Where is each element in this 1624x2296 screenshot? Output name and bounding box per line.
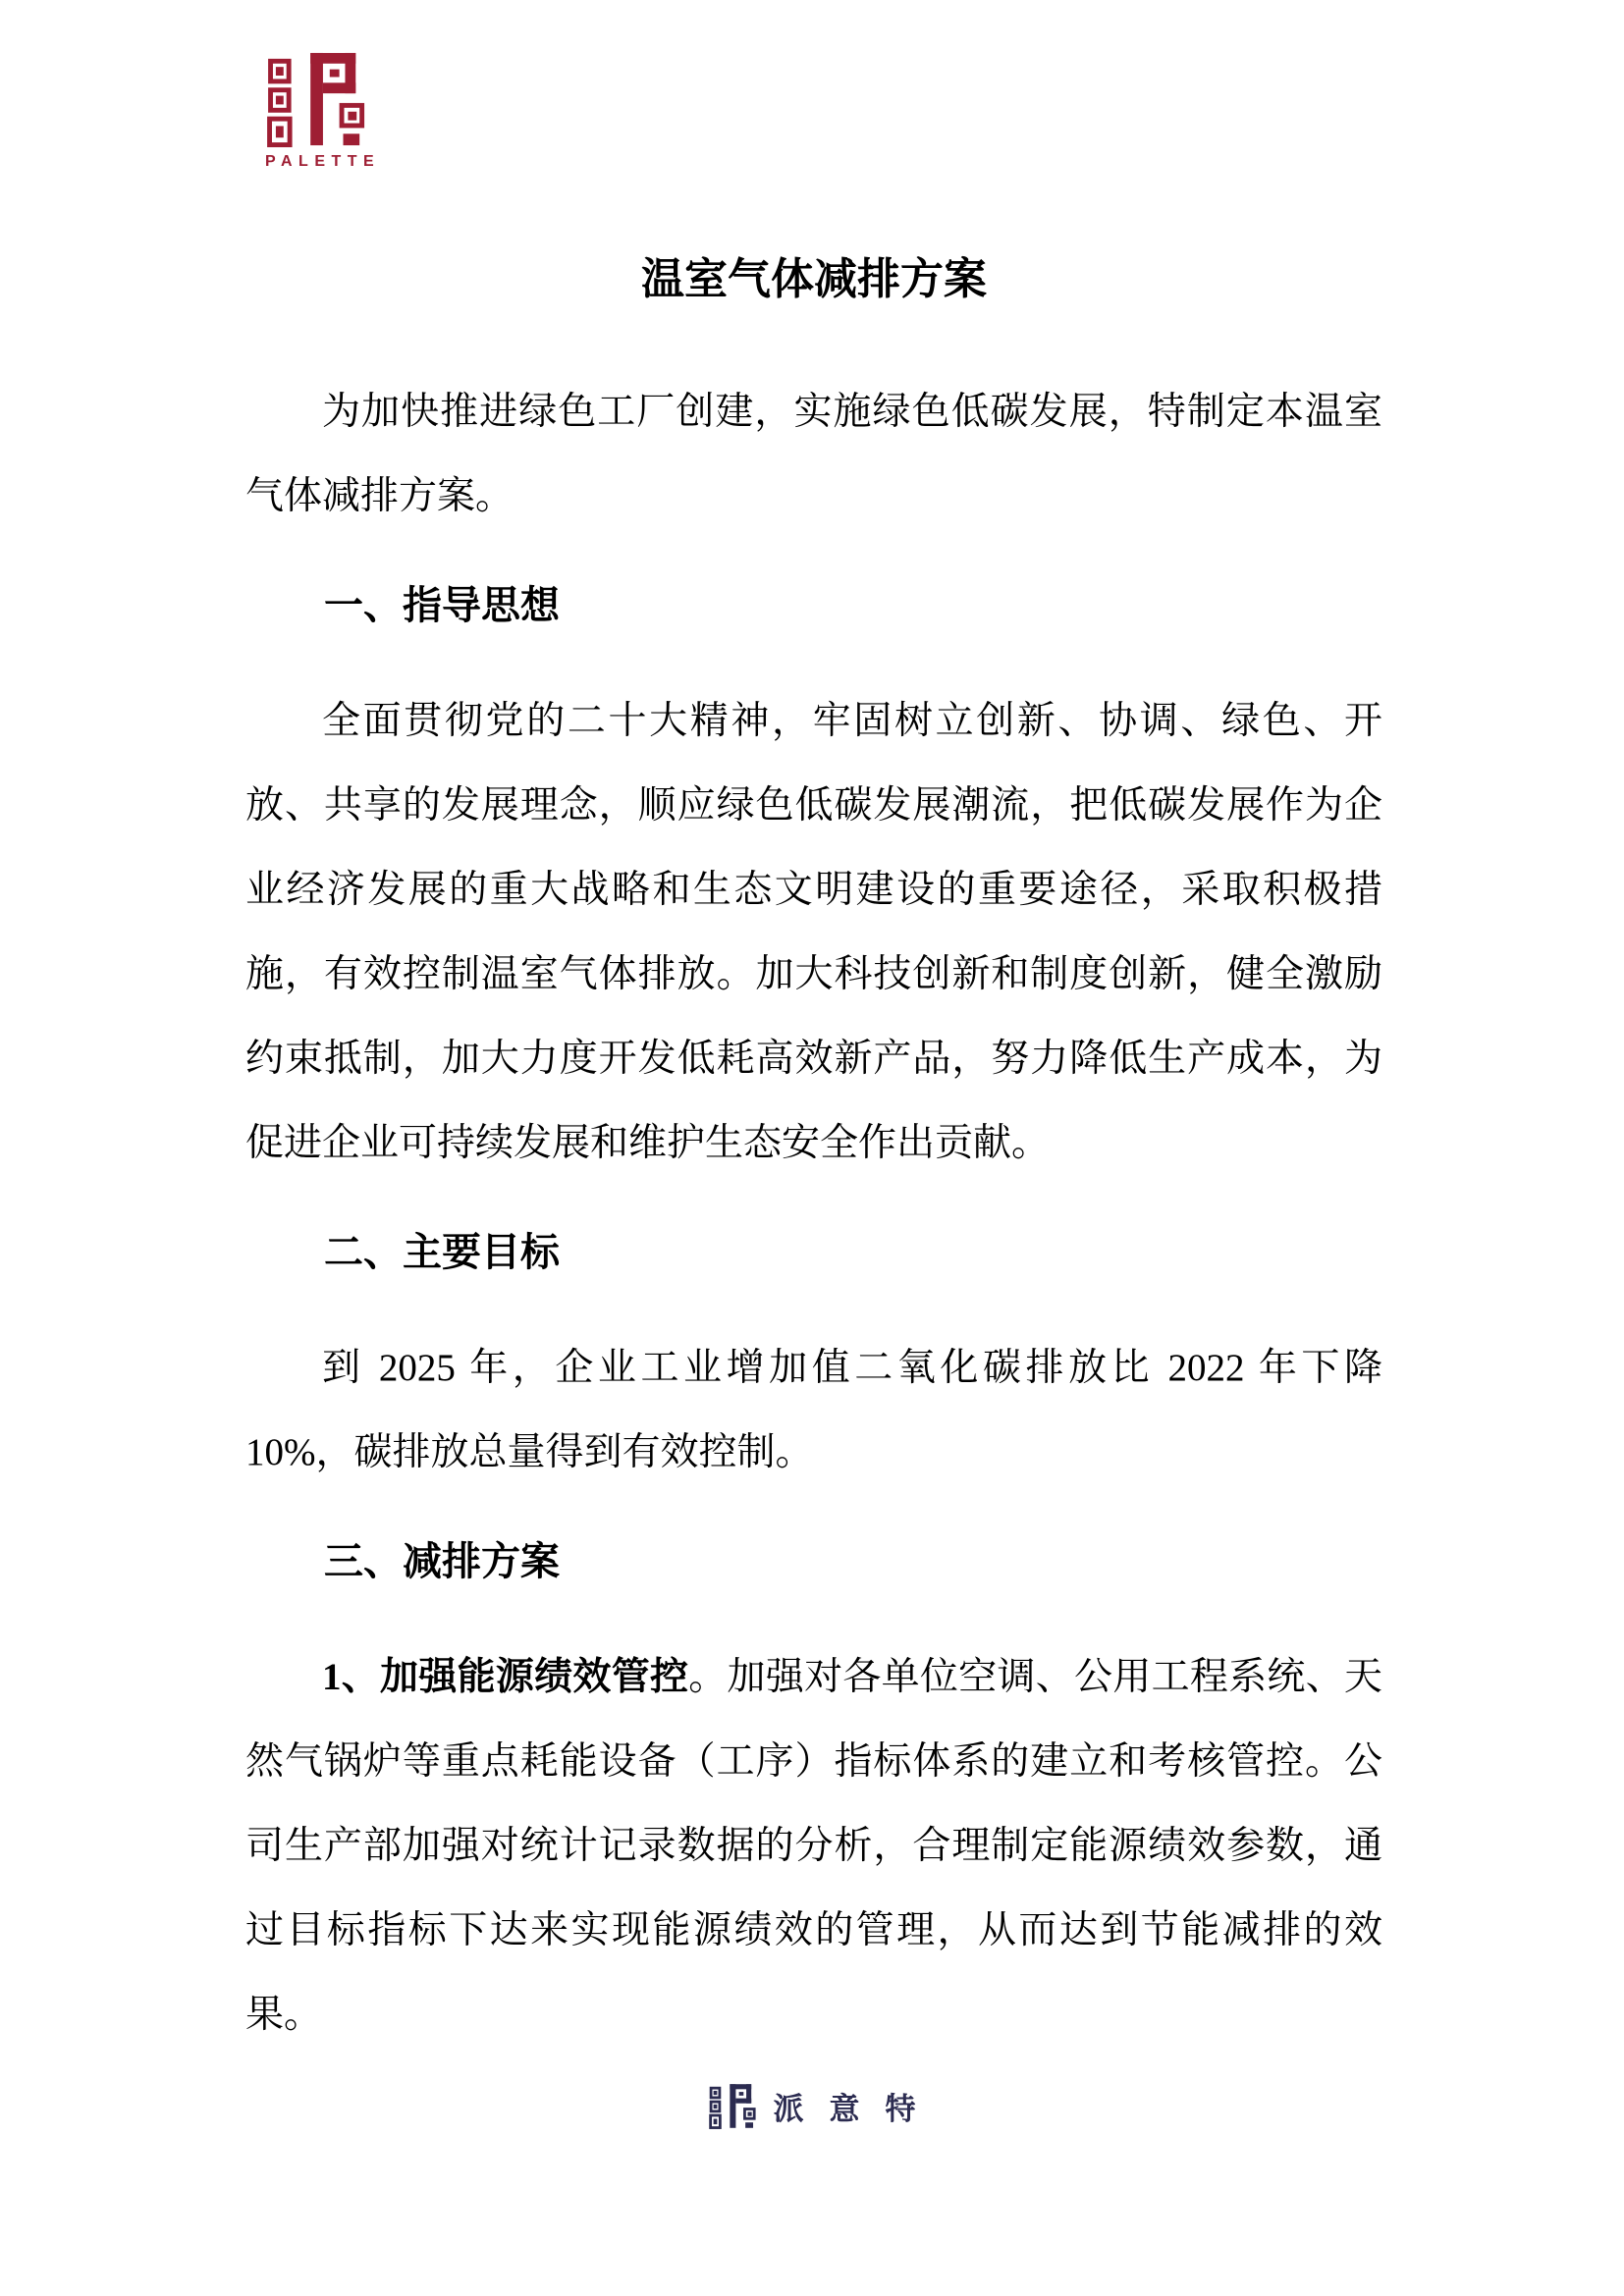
- section-body-3: [245, 1635, 1382, 2057]
- section-heading-3: 三、减排方案: [324, 1539, 560, 1583]
- section-heading-2: 二、主要目标: [324, 1230, 560, 1274]
- paiyite-maze-logo-icon: [709, 2083, 760, 2129]
- section-body-2: 到 2025 年，企业工业增加值二氧化碳排放比 2022 年下降 10%，碳排放总量得到有效控制。: [245, 1347, 1382, 1473]
- intro-paragraph: 为加快推进绿色工厂创建，实施绿色低碳发展，特制定本温室气体减排方案。: [245, 391, 1382, 517]
- header-logo-wordmark: PALETTE: [265, 153, 381, 170]
- footer-brand-text: 派意特: [773, 2092, 942, 2126]
- footer-logo: [0, 2083, 1624, 2129]
- measure-item-lead: 1、加强能源绩效管控: [322, 1656, 689, 1698]
- palette-maze-logo-icon: [265, 51, 375, 147]
- header-logo: [265, 51, 381, 171]
- measure-item-body: 。加强对各单位空调、公用工程系统、天然气锅炉等重点耗能设备（工序）指标体系的建立和考核管控。公司生产部加强对统计记录数据的分析，合理制定能源绩效参数，通过目标指标下达来实现能源绩效的管理，从而达到节能减排的效果。: [245, 1656, 1382, 2036]
- document-title: 温室气体减排方案: [641, 255, 987, 303]
- section-body-1: 全面贯彻党的二十大精神，牢固树立创新、协调、绿色、开放、共享的发展理念，顺应绿色低碳发展潮流，把低碳发展作为企业经济发展的重大战略和生态文明建设的重要途径，采取积极措施，有效控制温室气体排放。加大科技创新和制度创新，健全激励约束抵制，加大力度开发低耗高效新产品，努力降低生产成本，为促进企业可持续发展和维护生态安全作出贡献。: [245, 700, 1382, 1164]
- section-heading-1: 一、指导思想: [324, 583, 560, 627]
